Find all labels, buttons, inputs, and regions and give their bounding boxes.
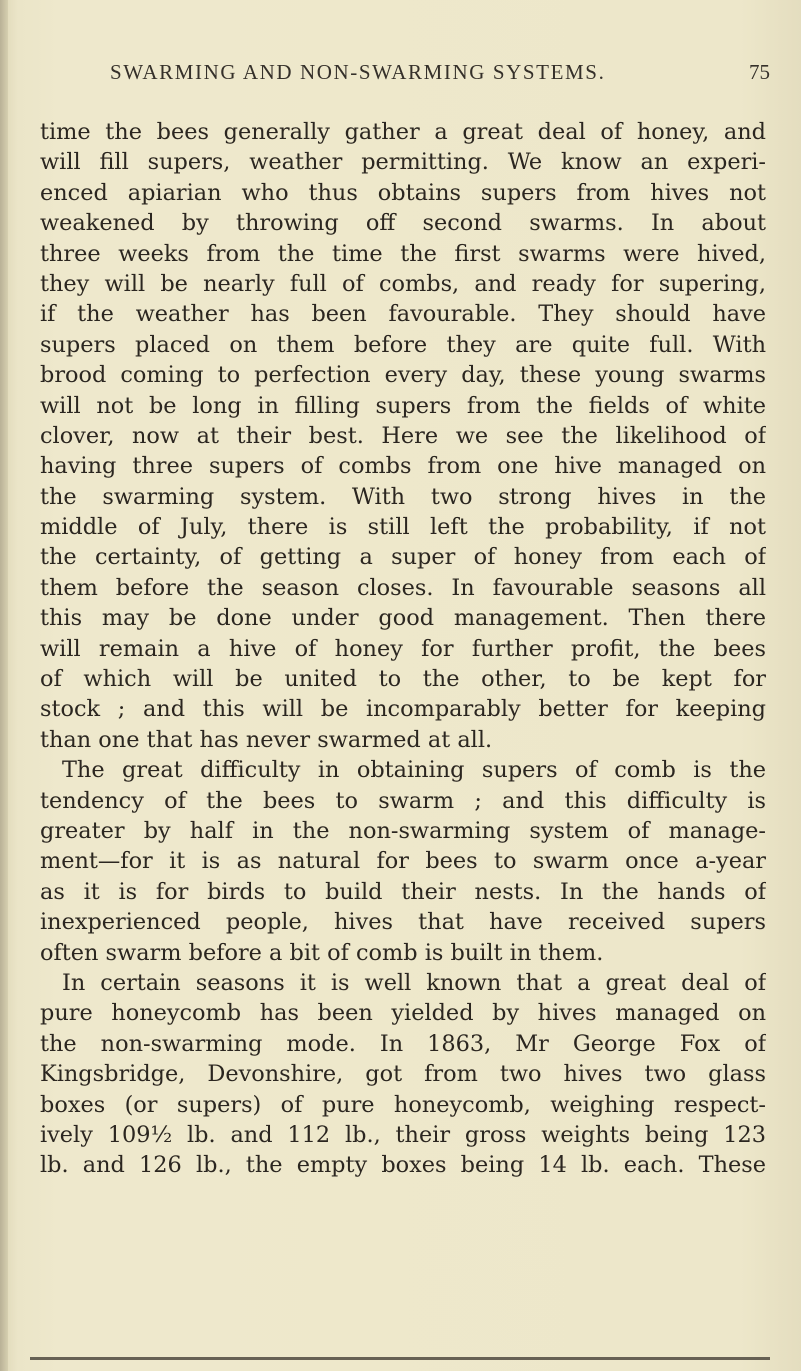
text-line: Kingsbridge, Devonshire, got from two hives two glass [40,1061,766,1088]
text-line: the certainty, of getting a super of honey from each of [40,544,766,571]
text-line: enced apiarian who thus obtains supers from hives not [40,179,766,206]
text-line: of which will be united to the other, to be kept for [40,666,766,693]
text-line: time the bees generally gather a great deal of honey, and [40,119,766,145]
body-text [40,117,766,1181]
text-line: will fill supers, weather permitting. We know an experi- [40,149,766,176]
text-line: as it is for birds to build their nests. In the hands of [40,878,766,905]
running-title: SWARMING AND NON-SWARMING SYSTEMS. [110,60,606,84]
text-line: if the weather has been favourable. They should have [40,301,766,328]
text-line: they will be nearly full of combs, and ready for supering, [40,270,766,297]
text-line: clover, now at their best. Here we see the likelihood of [40,422,766,449]
page-bottom-edge [30,1357,770,1360]
text-line: will not be long in filling supers from the fields of white [40,392,766,419]
text-line: lb. and 126 lb., the empty boxes being 14 lb. each. These [40,1152,766,1179]
text-line: this may be done under good management. Then there [40,605,766,632]
text-line: supers placed on them before they are quite full. With [40,331,766,358]
text-line: boxes (or supers) of pure honeycomb, weighing respect- [40,1091,766,1118]
text-line: ively 109½ lb. and 112 lb., their gross weights being 123 [40,1121,766,1148]
text-line: greater by half in the non-swarming system of manage- [40,817,766,844]
text-line: them before the season closes. In favourable seasons all [40,574,766,601]
text-line: ment—for it is as natural for bees to swarm once a-year [40,848,766,875]
text-line: inexperienced people, hives that have received supers [40,909,766,936]
page-header [110,60,770,94]
page-number: 75 [749,60,770,84]
text-line: the non-swarming mode. In 1863, Mr George Fox of [40,1030,766,1057]
text-line: brood coming to perfection every day, these young swarms [40,362,766,389]
paragraph-start-line: In certain seasons it is well known that a great deal of [62,969,766,996]
text-line: stock ; and this will be incomparably better for keeping [40,696,766,723]
text-line: tendency of the bees to swarm ; and this difficulty is [40,787,766,814]
text-line: three weeks from the time the first swarms were hived, [40,240,766,267]
text-line: will remain a hive of honey for further profit, the bees [40,635,766,662]
text-line: having three supers of combs from one hive managed on [40,453,766,480]
paragraph-end-line: than one that has never swarmed at all. [40,726,493,753]
paragraph-end-line: often swarm before a bit of comb is built in them. [40,939,604,966]
text-line: pure honeycomb has been yielded by hives managed on [40,1000,766,1027]
page-binding-edge [0,0,8,1371]
paragraph-start-line: The great difficulty in obtaining supers of comb is the [62,757,766,784]
text-line: middle of July, there is still left the probability, if not [40,514,766,541]
text-line: weakened by throwing off second swarms. In about [40,210,766,237]
text-line: the swarming system. With two strong hives in the [40,483,766,510]
